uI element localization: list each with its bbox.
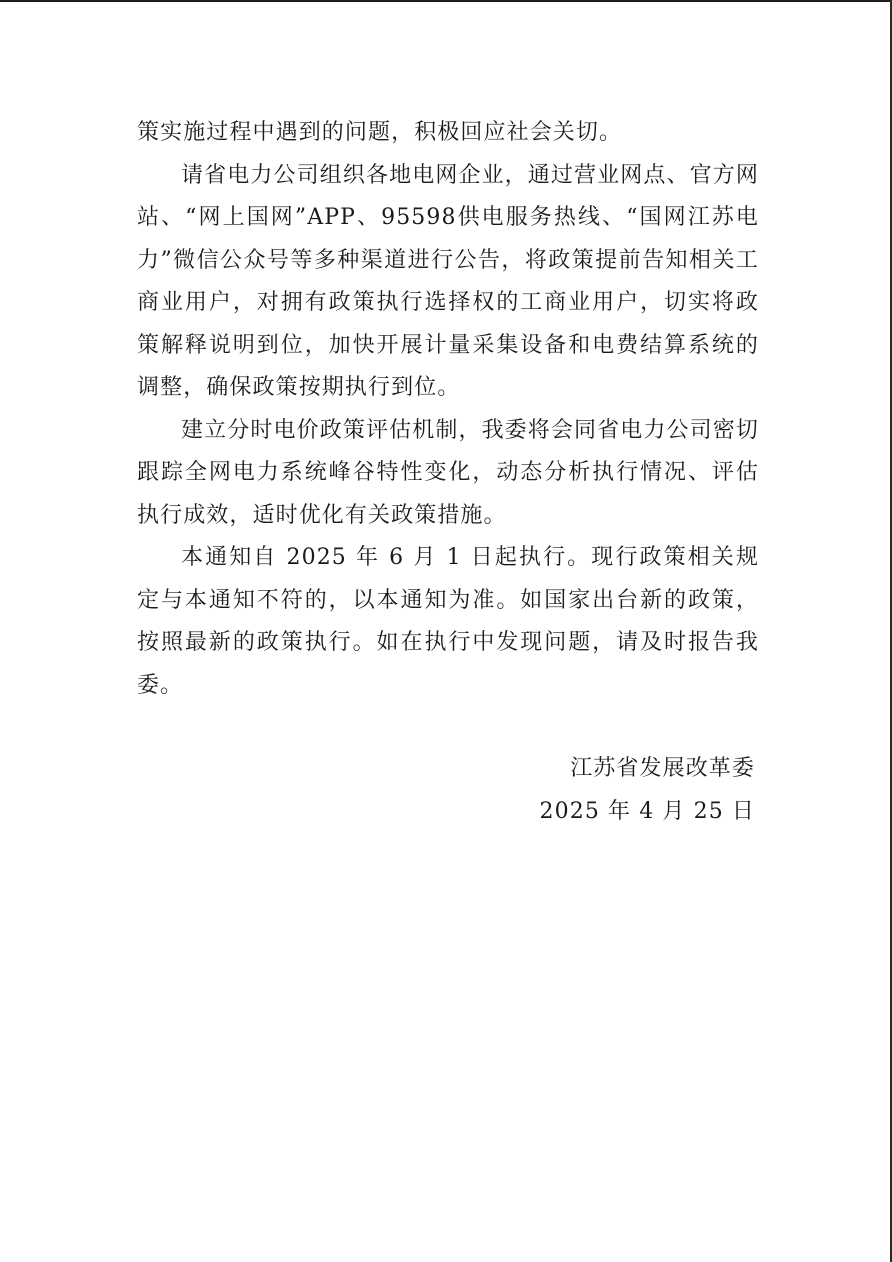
paragraph-announcement-channels: 请省电力公司组织各地电网企业，通过营业网点、官方网站、“网上国网”APP、95598供电服务热线、“国网江苏电力”微信公众号等多种渠道进行公告，将政策提前告知相关工商业用户，对拥有政策执行选择权的工商业用户，切实将政策解释说明到位，加快开展计量采集设备和电费结算系统的调整，确保政策按期执行到位。	[137, 162, 759, 400]
signature-block	[455, 748, 755, 833]
paragraph-effective-date: 本通知自 2025 年 6 月 1 日起执行。现行政策相关规定与本通知不符的，以本通知为准。如国家出台新的政策，按照最新的政策执行。如在执行中发现问题，请及时报告我委。	[137, 545, 759, 698]
document-body	[137, 112, 759, 707]
issuing-organization: 江苏省发展改革委	[570, 756, 755, 781]
paragraph-continuation: 策实施过程中遇到的问题，积极回应社会关切。	[137, 120, 623, 145]
issue-date: 2025 年 4 月 25 日	[539, 798, 755, 824]
page-top-edge	[0, 0, 892, 2]
paragraph-evaluation-mechanism: 建立分时电价政策评估机制，我委将会同省电力公司密切跟踪全网电力系统峰谷特性变化，动态分析执行情况、评估执行成效，适时优化有关政策措施。	[137, 417, 759, 528]
